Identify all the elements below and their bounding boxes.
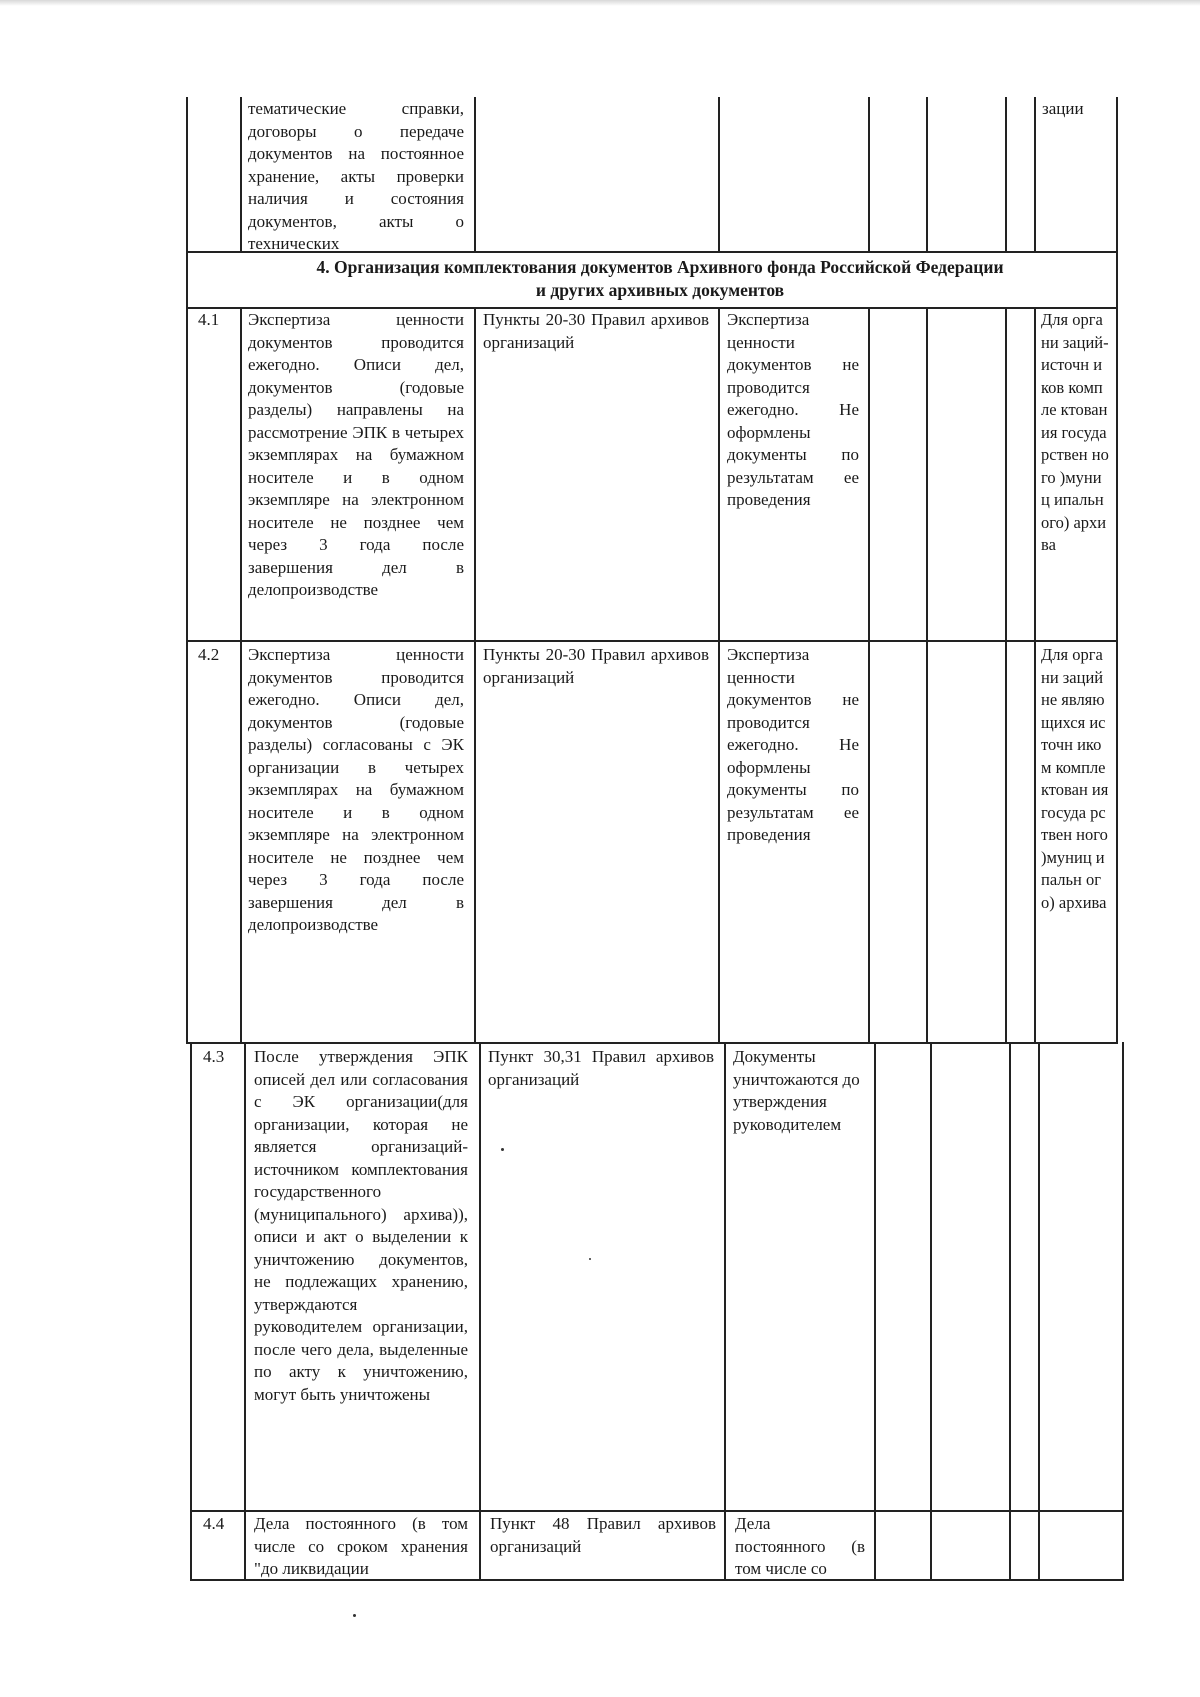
table-border: [190, 1510, 1124, 1512]
table-border: [718, 307, 720, 1043]
row-basis: Пункт 30,31 Правил архивов организаций: [488, 1047, 714, 1089]
row-violation: Экспертиза ценности документов не проводится ежегодно. Не оформлены документы по результатам ее проведения: [727, 310, 859, 509]
table-border: [1038, 1042, 1040, 1581]
table-border: [1005, 97, 1007, 252]
table-border: [240, 97, 242, 252]
row-basis: Пункты 20-30 Правил архивов организаций: [483, 310, 709, 352]
table-border: [1034, 97, 1036, 252]
table-border: [474, 97, 476, 252]
scan-edge: [0, 0, 1200, 6]
table-border: [244, 1042, 246, 1581]
table-border: [186, 97, 188, 252]
section-heading: [190, 256, 1130, 302]
row-violation: Документы уничтожаются до утверждения руководителем: [733, 1047, 860, 1134]
row-note: Для органи заций-источн иков компле ктован ия госуда рствен ного )муниц ипальн ого) архива: [1041, 310, 1109, 554]
section-heading-line2: и других архивных документов: [535, 280, 785, 300]
table-border: [926, 307, 928, 1043]
table-border: [868, 307, 870, 1043]
scan-speck: [353, 1614, 356, 1617]
table-border: [190, 1042, 192, 1581]
table-border: [186, 1042, 1118, 1044]
table-border: [868, 97, 870, 252]
row-description: Экспертиза ценности документов проводится ежегодно. Описи дел, документов (годовые разделы) направлены на рассмотрение ЭПК в четырех экземплярах на бумажном носителе и в одном экземпляре на электронном носителе не позднее чем через 3 года после завершения дел в делопроизводстве: [248, 310, 464, 599]
scan-speck: [501, 1148, 504, 1151]
table-border: [186, 640, 1118, 642]
row-description: После утверждения ЭПК описей дел или согласования с ЭК организации(для организации, которая не является организаций-источником комплектования государственного (муниципального) архива)), описи и акт о выделении к уничтожению документов, не подлежащих хранению, утверждаются руководителем организации, после чего дела, выделенные по акту к уничтожению, могут быть уничтожены: [254, 1047, 468, 1404]
table-border: [240, 307, 242, 1043]
section-heading-line1: 4. Организация комплектования документов Архивного фонда Российской Федерации: [316, 257, 1004, 277]
table-border: [1009, 1042, 1011, 1581]
row-basis: Пункты 20-30 Правил архивов организаций: [483, 645, 709, 687]
table-border: [1034, 307, 1036, 1043]
row-number: 4.4: [203, 1514, 225, 1533]
row-description: Дела постоянного (в том числе со сроком хранения "до ликвидации: [254, 1514, 468, 1578]
table-border: [186, 307, 188, 1043]
table-border: [874, 1042, 876, 1581]
scan-speck: [589, 1258, 591, 1260]
row-violation: Экспертиза ценности документов не проводится ежегодно. Не оформлены документы по результатам ее проведения: [727, 645, 859, 844]
table-border: [479, 1042, 481, 1581]
row-number: 4.3: [203, 1047, 225, 1066]
table-border: [930, 1042, 932, 1581]
table-border: [724, 1042, 726, 1581]
row-note: Для органи заций не являю щихся источн иком компле ктован ия госуда рствен ного )муниц ипальн ого) архива: [1041, 645, 1109, 912]
table-border: [1116, 307, 1118, 1043]
table-border: [1122, 1042, 1124, 1581]
table-border: [474, 307, 476, 1043]
row-description: Экспертиза ценности документов проводится ежегодно. Описи дел, документов (годовые разделы) согласованы с ЭК организации в четырех экземплярах на бумажном носителе и в одном экземпляре на электронном носителе не позднее чем через 3 года после завершения дел в делопроизводстве: [248, 645, 464, 934]
row-note: зации: [1042, 99, 1084, 118]
table-border: [926, 97, 928, 252]
table-border: [186, 251, 188, 308]
table-border: [718, 97, 720, 252]
row-basis: Пункт 48 Правил архивов организаций: [490, 1514, 716, 1556]
table-border: [1116, 97, 1118, 252]
table-border: [1005, 307, 1007, 1043]
row-violation: Дела постоянного (в том числе со: [735, 1514, 865, 1578]
row-number: 4.2: [198, 645, 220, 664]
row-number: 4.1: [198, 310, 220, 329]
row-description: тематические справки, договоры о передаче документов на постоянное хранение, акты проверки наличия и состояния документов, акты о технических: [248, 99, 464, 253]
